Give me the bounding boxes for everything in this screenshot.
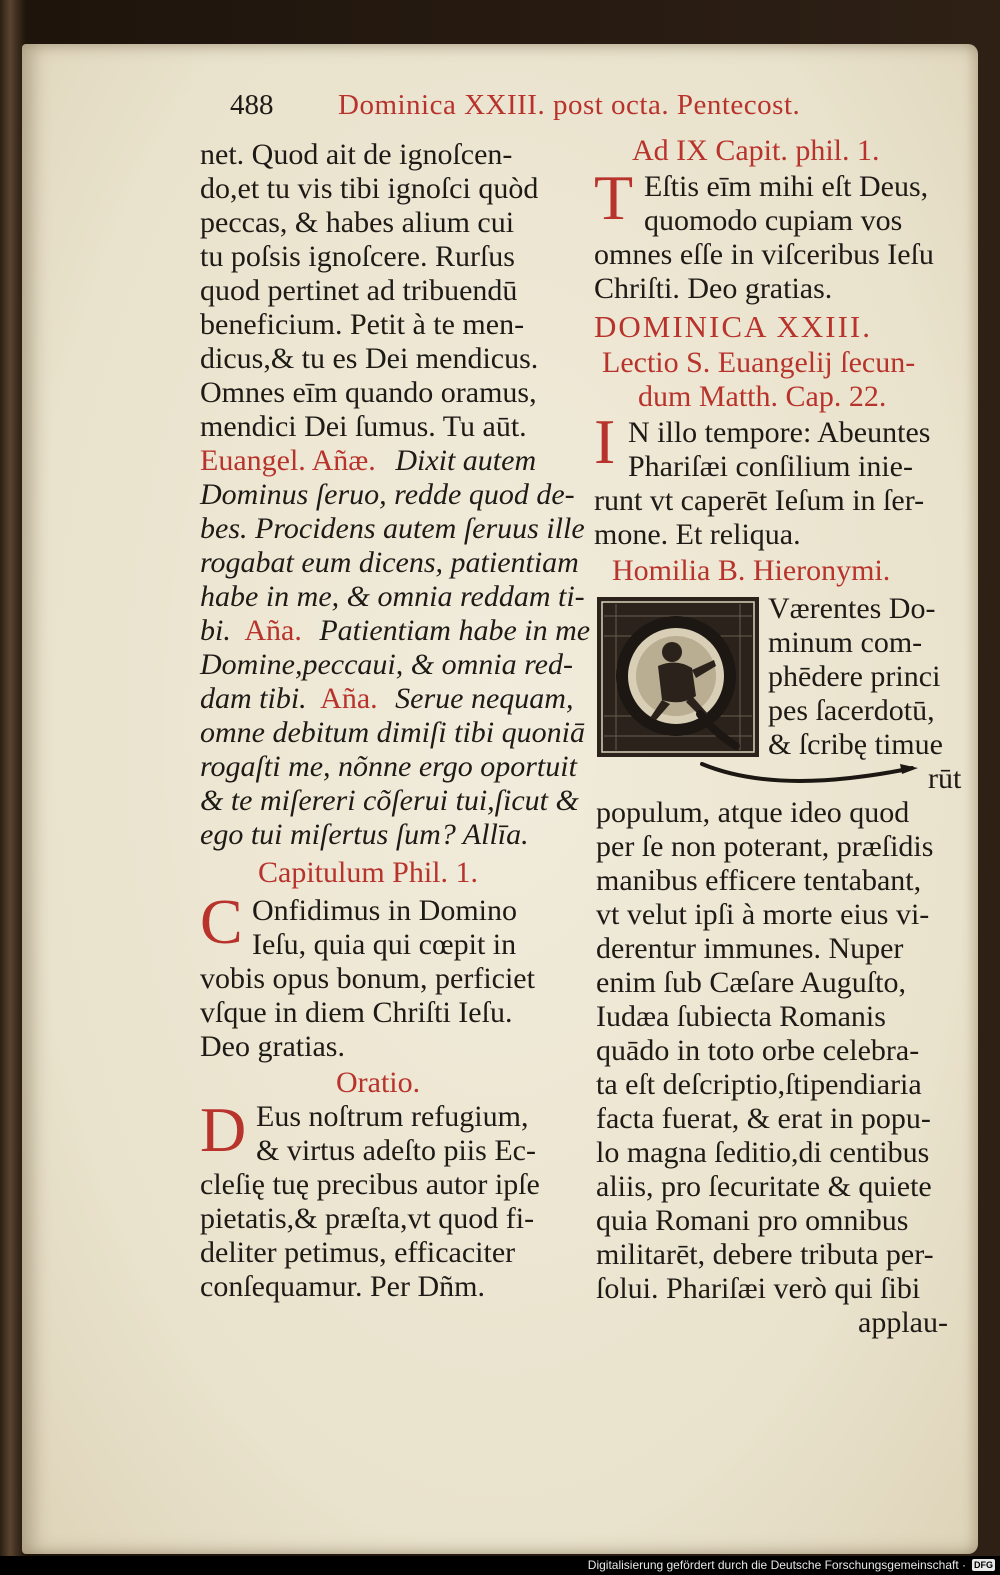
text-line: aliis, pro ſecuritate & quiete [596,1170,932,1203]
prayer-heading: Oratio. [336,1066,421,1099]
text-line: quia Romani pro omnibus [596,1204,909,1237]
rubric-label: Aña. [244,614,302,647]
text-line: quod pertinet ad tribuendū [200,274,518,307]
text-line: Eus noſtrum refugium, [256,1100,529,1133]
text-line: Onfidimus in Domino [252,894,518,927]
lectio-heading: dum Matth. Cap. 22. [638,380,887,413]
woodcut-initial-q-icon [596,596,760,758]
text-line: Værentes Do- [768,592,936,625]
text-line: do,et tu vis tibi ignoſci quòd [200,172,539,205]
antiphon-line: rogaſti me, nõnne ergo oportuit [200,750,577,783]
homily-heading: Homilia B. Hieronymi. [612,554,891,587]
text-line: & virtus adeſto piis Ec- [256,1134,536,1167]
text-line: vt velut ipſi à morte eius vi- [596,898,930,931]
text-line: phēdere princi [768,660,941,693]
antiphon-line: Domine,peccaui, & omnia red- [200,648,573,681]
antiphon-line: habe in me, & omnia reddam ti- [200,580,585,613]
text-line: manibus efficere tentabant, [596,864,922,897]
text-line: Deo gratias. [200,1030,345,1063]
text-line: runt vt caperēt Ieſum in ſer- [594,484,925,517]
text-line: mendici Dei ſumus. Tu aūt. [200,410,527,443]
gospel-initial: I [594,406,616,477]
text-line: N illo tempore: Abeuntes [628,416,931,449]
rubric-label: Aña. [320,682,378,715]
text-line: beneficium. Petit à te men- [200,308,525,341]
text-line: quomodo cupiam vos [644,204,903,237]
antiphon-line: Dominus ſeruo, redde quod de- [200,478,575,511]
text-line: pes ſacerdotū, [768,694,935,727]
text-line: militarēt, debere tributa per- [596,1238,934,1271]
text-line: Iudæa ſubiecta Romanis [596,1000,886,1033]
text-line: pietatis,& præſta,vt quod fi- [200,1202,535,1235]
text-line: populum, atque ideo quod [596,796,910,829]
text-line: mone. Et reliqua. [594,518,801,551]
text-line: Chriſti. Deo gratias. [594,272,833,305]
text-line: conſequamur. Per Dñm. [200,1270,485,1303]
capitulum-initial: T [594,162,634,233]
antiphon-line: & te miſereri cõſerui tui,ſicut & [200,784,579,817]
text-line: ta eſt deſcriptio,ſtipendiaria [596,1068,922,1101]
text-line: enim ſub Cæſare Auguſto, [596,966,906,999]
chapter-heading: Capitulum Phil. 1. [258,856,479,889]
text-line: Phariſæi conſilium inie- [628,450,913,483]
text-line: omnes eſſe in viſceribus Ieſu [594,238,934,271]
text-line: vobis opus bonum, perficiet [200,962,535,995]
text-line: dicus,& tu es Dei mendicus. [200,342,539,375]
rubric-label: Euangel. Añæ. [200,444,376,477]
text-line: ſolui. Phariſæi verò qui ſibi [596,1272,921,1305]
capitulum-heading: Ad IX Capit. phil. 1. [632,134,880,167]
chapter-initial: C [200,886,243,957]
antiphon-line: ego tui miſertus ſum? Allīa. [200,818,529,851]
text-line: peccas, & habes alium cui [200,206,515,239]
initial-tail-flourish-icon [700,758,920,788]
dfg-logo: DFG [974,1560,993,1570]
text-line: per ſe non poterant, præſidis [596,830,934,863]
antiphon-text: Patientiam habe in me [319,614,591,647]
text-line: tu poſsis ignoſcere. Rurſus [200,240,515,273]
antiphon-line: bes. Procidens autem ſeruus ille [200,512,585,545]
text-line: derentur immunes. Nuper [596,932,904,965]
text-line: facta fuerat, & erat in popu- [596,1102,931,1135]
text-line: rūt [928,762,962,795]
antiphon-line [200,614,590,648]
text-line: minum com- [768,626,923,659]
sunday-heading: DOMINICA XXIII. [594,309,872,344]
footer-credit: Digitalisierung gefördert durch die Deutsche Forschungsgemeinschaft · [587,1558,966,1572]
antiphon-text: bi. [200,614,231,647]
text-line: vſque in diem Chriſti Ieſu. [200,996,513,1029]
text-line: Omnes eīm quando oramus, [200,376,537,409]
antiphon-line [200,682,573,716]
text-line: deliter petimus, efficaciter [200,1236,516,1269]
text-line: lo magna ſeditio,di centibus [596,1136,930,1169]
text-line: cleſię tuę precibus autor ipſe [200,1168,540,1201]
antiphon-text: dam tibi. [200,682,307,715]
text-line: quādo in toto orbe celebra- [596,1034,920,1067]
antiphon-line: omne debitum dimiſi tibi quoniā [200,716,585,749]
text-line: net. Quod ait de ignoſcen- [200,138,513,171]
antiphon-line [200,444,536,478]
text-line: Eſtis eīm mihi eſt Deus, [644,170,929,203]
antiphon-text: Serue nequam, [395,682,574,715]
antiphon-line: rogabat eum dicens, patientiam [200,546,579,579]
antiphon-text: Dixit autem [395,444,537,477]
text-line: & ſcribę timue [768,728,943,761]
catchword: applau- [858,1306,948,1339]
footer-bar [0,1556,1000,1575]
running-title: Dominica XXIII. post octa. Pentecost. [338,89,801,121]
text-line: Ieſu, quia qui cœpit in [252,928,517,961]
lectio-heading: Lectio S. Euangelij ſecun- [602,346,916,379]
page-number: 488 [230,89,274,121]
prayer-initial: D [200,1094,247,1165]
